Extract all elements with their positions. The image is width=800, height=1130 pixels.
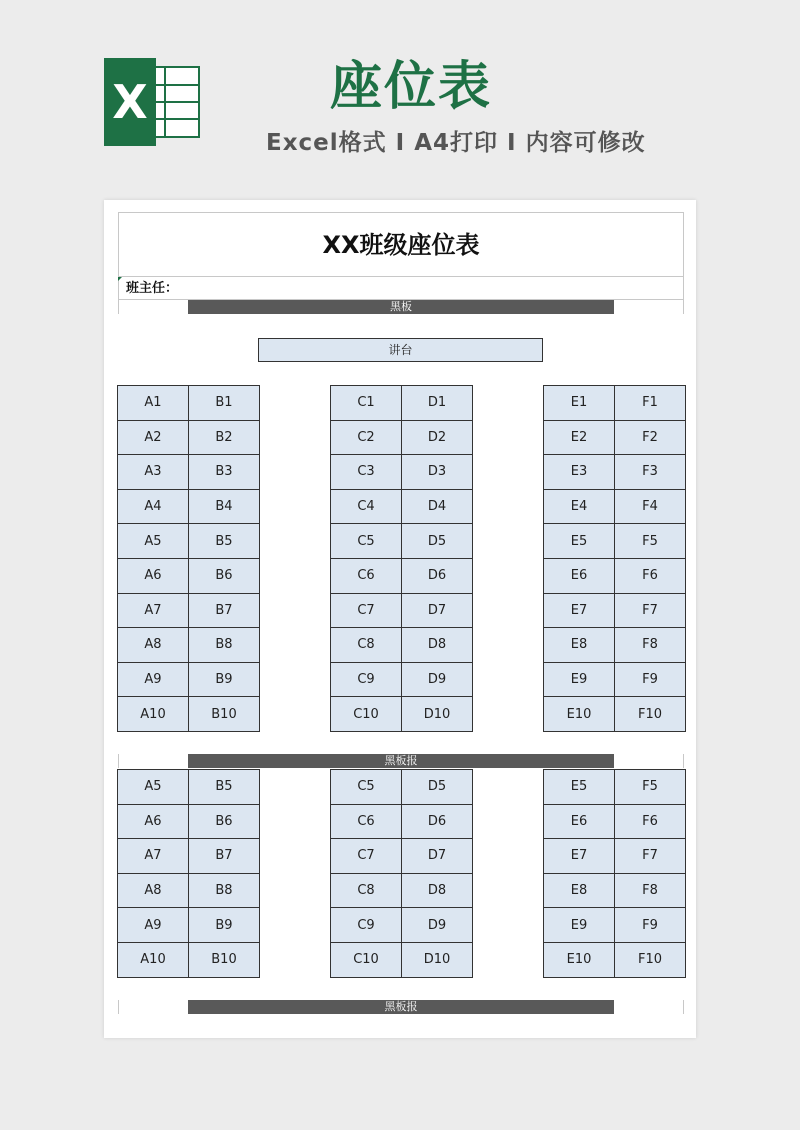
seat-block-ab-front bbox=[117, 385, 260, 732]
seat-cell[interactable]: F9 bbox=[615, 663, 686, 698]
seat-cell[interactable]: D9 bbox=[402, 663, 473, 698]
seat-cell[interactable]: E9 bbox=[544, 663, 615, 698]
seat-cell[interactable]: F9 bbox=[615, 908, 686, 943]
seat-cell[interactable]: A10 bbox=[118, 943, 189, 978]
teacher-label[interactable]: 班主任： bbox=[126, 281, 179, 296]
seat-row bbox=[331, 455, 473, 490]
seat-cell[interactable]: F4 bbox=[615, 490, 686, 525]
seat-cell[interactable]: D3 bbox=[402, 455, 473, 490]
seat-row bbox=[118, 559, 260, 594]
class-title[interactable]: XX班级座位表 bbox=[322, 231, 480, 259]
seat-cell[interactable]: C2 bbox=[331, 421, 402, 456]
seat-cell[interactable]: A7 bbox=[118, 594, 189, 629]
seat-cell[interactable]: C9 bbox=[331, 663, 402, 698]
seat-cell[interactable]: F1 bbox=[615, 386, 686, 421]
seat-cell[interactable]: E9 bbox=[544, 908, 615, 943]
seat-cell[interactable]: E5 bbox=[544, 524, 615, 559]
seat-row bbox=[544, 524, 686, 559]
seat-row bbox=[331, 697, 473, 732]
seat-row bbox=[118, 421, 260, 456]
seat-cell[interactable]: C9 bbox=[331, 908, 402, 943]
seat-cell[interactable]: B10 bbox=[189, 697, 260, 732]
seat-cell[interactable]: F2 bbox=[615, 421, 686, 456]
seat-cell[interactable]: E7 bbox=[544, 594, 615, 629]
seat-row bbox=[118, 628, 260, 663]
seat-cell[interactable]: F5 bbox=[615, 524, 686, 559]
seat-cell[interactable]: A6 bbox=[118, 805, 189, 840]
seat-cell[interactable]: C1 bbox=[331, 386, 402, 421]
seat-row bbox=[331, 490, 473, 525]
seat-cell[interactable]: F10 bbox=[615, 697, 686, 732]
seat-cell[interactable]: E8 bbox=[544, 628, 615, 663]
seat-row bbox=[544, 874, 686, 909]
seat-row bbox=[331, 805, 473, 840]
seat-row bbox=[331, 908, 473, 943]
seat-row bbox=[118, 770, 260, 805]
seat-row bbox=[331, 943, 473, 978]
seat-row bbox=[118, 874, 260, 909]
seat-cell[interactable]: E6 bbox=[544, 559, 615, 594]
seat-cell[interactable]: F5 bbox=[615, 770, 686, 805]
seat-row bbox=[331, 839, 473, 874]
page-title: 座位表 bbox=[330, 57, 493, 117]
seat-cell[interactable]: D5 bbox=[402, 770, 473, 805]
seat-cell[interactable]: E10 bbox=[544, 943, 615, 978]
seat-cell[interactable]: A6 bbox=[118, 559, 189, 594]
seat-block-ab-back bbox=[117, 769, 260, 978]
seat-cell[interactable]: A3 bbox=[118, 455, 189, 490]
seat-row bbox=[544, 663, 686, 698]
seat-cell[interactable]: A9 bbox=[118, 908, 189, 943]
seat-cell[interactable]: A8 bbox=[118, 874, 189, 909]
blackboard-news-bar-1[interactable]: 黑板报 bbox=[188, 754, 614, 768]
seat-cell[interactable]: E8 bbox=[544, 874, 615, 909]
podium-cell[interactable]: 讲台 bbox=[258, 338, 543, 362]
seat-cell[interactable]: B3 bbox=[189, 455, 260, 490]
seat-row bbox=[118, 839, 260, 874]
seat-row bbox=[118, 943, 260, 978]
seat-row bbox=[331, 874, 473, 909]
seat-row bbox=[544, 770, 686, 805]
seat-cell[interactable]: B5 bbox=[189, 770, 260, 805]
cell-comment-marker bbox=[118, 277, 122, 281]
blackboard-news-bar-2[interactable]: 黑板报 bbox=[188, 1000, 614, 1014]
seat-cell[interactable]: A1 bbox=[118, 386, 189, 421]
seat-row bbox=[331, 663, 473, 698]
seat-row bbox=[544, 908, 686, 943]
seat-cell[interactable]: D9 bbox=[402, 908, 473, 943]
seat-cell[interactable]: B8 bbox=[189, 874, 260, 909]
seat-row bbox=[118, 805, 260, 840]
seat-row bbox=[331, 524, 473, 559]
seat-cell[interactable]: D8 bbox=[402, 874, 473, 909]
seat-cell[interactable]: B9 bbox=[189, 908, 260, 943]
seat-row bbox=[544, 805, 686, 840]
seat-block-ef-back bbox=[543, 769, 686, 978]
seat-cell[interactable]: D2 bbox=[402, 421, 473, 456]
seat-cell[interactable]: D6 bbox=[402, 805, 473, 840]
seat-cell[interactable]: F3 bbox=[615, 455, 686, 490]
seat-cell[interactable]: A8 bbox=[118, 628, 189, 663]
seat-cell[interactable]: C8 bbox=[331, 874, 402, 909]
seat-row bbox=[544, 455, 686, 490]
seat-cell[interactable]: C5 bbox=[331, 770, 402, 805]
seat-cell[interactable]: C6 bbox=[331, 805, 402, 840]
seat-cell[interactable]: E6 bbox=[544, 805, 615, 840]
seat-cell[interactable]: C3 bbox=[331, 455, 402, 490]
seat-cell[interactable]: D5 bbox=[402, 524, 473, 559]
seat-row bbox=[544, 628, 686, 663]
seat-row bbox=[331, 594, 473, 629]
seat-row bbox=[118, 697, 260, 732]
seat-cell[interactable]: D6 bbox=[402, 559, 473, 594]
seat-cell[interactable]: B1 bbox=[189, 386, 260, 421]
seat-cell[interactable]: A9 bbox=[118, 663, 189, 698]
seat-cell[interactable]: B7 bbox=[189, 839, 260, 874]
seat-block-cd-front bbox=[330, 385, 473, 732]
seat-cell[interactable]: B6 bbox=[189, 559, 260, 594]
seat-cell[interactable]: F7 bbox=[615, 839, 686, 874]
seat-cell[interactable]: F8 bbox=[615, 628, 686, 663]
seat-cell[interactable]: B6 bbox=[189, 805, 260, 840]
seat-cell[interactable]: B10 bbox=[189, 943, 260, 978]
seat-row bbox=[544, 490, 686, 525]
seat-cell[interactable]: F6 bbox=[615, 559, 686, 594]
seat-cell[interactable]: D7 bbox=[402, 839, 473, 874]
seat-cell[interactable]: A10 bbox=[118, 697, 189, 732]
seat-cell[interactable]: C6 bbox=[331, 559, 402, 594]
seat-cell[interactable]: C7 bbox=[331, 839, 402, 874]
seat-cell[interactable]: D8 bbox=[402, 628, 473, 663]
seat-cell[interactable]: B5 bbox=[189, 524, 260, 559]
page-subtitle: Excel格式 I A4打印 I 内容可修改 bbox=[266, 130, 646, 156]
seat-cell[interactable]: A7 bbox=[118, 839, 189, 874]
seat-row bbox=[331, 559, 473, 594]
page-header bbox=[0, 0, 800, 200]
seat-row bbox=[544, 594, 686, 629]
seat-cell[interactable]: C10 bbox=[331, 697, 402, 732]
seat-cell[interactable]: D10 bbox=[402, 697, 473, 732]
seat-row bbox=[331, 770, 473, 805]
seat-cell[interactable]: A5 bbox=[118, 770, 189, 805]
seat-cell[interactable]: E4 bbox=[544, 490, 615, 525]
seat-row bbox=[331, 386, 473, 421]
seat-row bbox=[544, 943, 686, 978]
seat-cell[interactable]: E2 bbox=[544, 421, 615, 456]
seat-cell[interactable]: C8 bbox=[331, 628, 402, 663]
seat-cell[interactable]: B8 bbox=[189, 628, 260, 663]
seat-cell[interactable]: D10 bbox=[402, 943, 473, 978]
seat-cell[interactable]: F8 bbox=[615, 874, 686, 909]
seat-cell[interactable]: B7 bbox=[189, 594, 260, 629]
seat-cell[interactable]: B9 bbox=[189, 663, 260, 698]
seat-row bbox=[118, 490, 260, 525]
seat-row bbox=[331, 421, 473, 456]
seat-row bbox=[544, 559, 686, 594]
seat-cell[interactable]: E7 bbox=[544, 839, 615, 874]
seat-row bbox=[118, 455, 260, 490]
seat-row bbox=[544, 839, 686, 874]
seat-cell[interactable]: A2 bbox=[118, 421, 189, 456]
seat-row bbox=[331, 628, 473, 663]
seat-row bbox=[118, 386, 260, 421]
seat-cell[interactable]: E10 bbox=[544, 697, 615, 732]
seat-cell[interactable]: D1 bbox=[402, 386, 473, 421]
excel-x-icon: X bbox=[104, 58, 156, 146]
seat-cell[interactable]: D4 bbox=[402, 490, 473, 525]
seat-cell[interactable]: F10 bbox=[615, 943, 686, 978]
seat-row bbox=[118, 908, 260, 943]
seat-row bbox=[544, 697, 686, 732]
blackboard-bar[interactable]: 黑板 bbox=[188, 300, 614, 314]
seat-cell[interactable]: E1 bbox=[544, 386, 615, 421]
seat-row bbox=[118, 524, 260, 559]
seat-cell[interactable]: C7 bbox=[331, 594, 402, 629]
seat-cell[interactable]: F6 bbox=[615, 805, 686, 840]
title-divider bbox=[118, 276, 684, 277]
seat-row bbox=[118, 663, 260, 698]
seat-cell[interactable]: B4 bbox=[189, 490, 260, 525]
seat-row bbox=[544, 386, 686, 421]
seat-cell[interactable]: E3 bbox=[544, 455, 615, 490]
seat-cell[interactable]: A4 bbox=[118, 490, 189, 525]
seat-cell[interactable]: F7 bbox=[615, 594, 686, 629]
seat-cell[interactable]: C4 bbox=[331, 490, 402, 525]
seat-cell[interactable]: D7 bbox=[402, 594, 473, 629]
seat-cell[interactable]: C5 bbox=[331, 524, 402, 559]
seat-block-ef-front bbox=[543, 385, 686, 732]
seat-block-cd-back bbox=[330, 769, 473, 978]
seat-cell[interactable]: E5 bbox=[544, 770, 615, 805]
seat-cell[interactable]: C10 bbox=[331, 943, 402, 978]
seat-row bbox=[118, 594, 260, 629]
seat-cell[interactable]: A5 bbox=[118, 524, 189, 559]
seat-cell[interactable]: B2 bbox=[189, 421, 260, 456]
seat-row bbox=[544, 421, 686, 456]
